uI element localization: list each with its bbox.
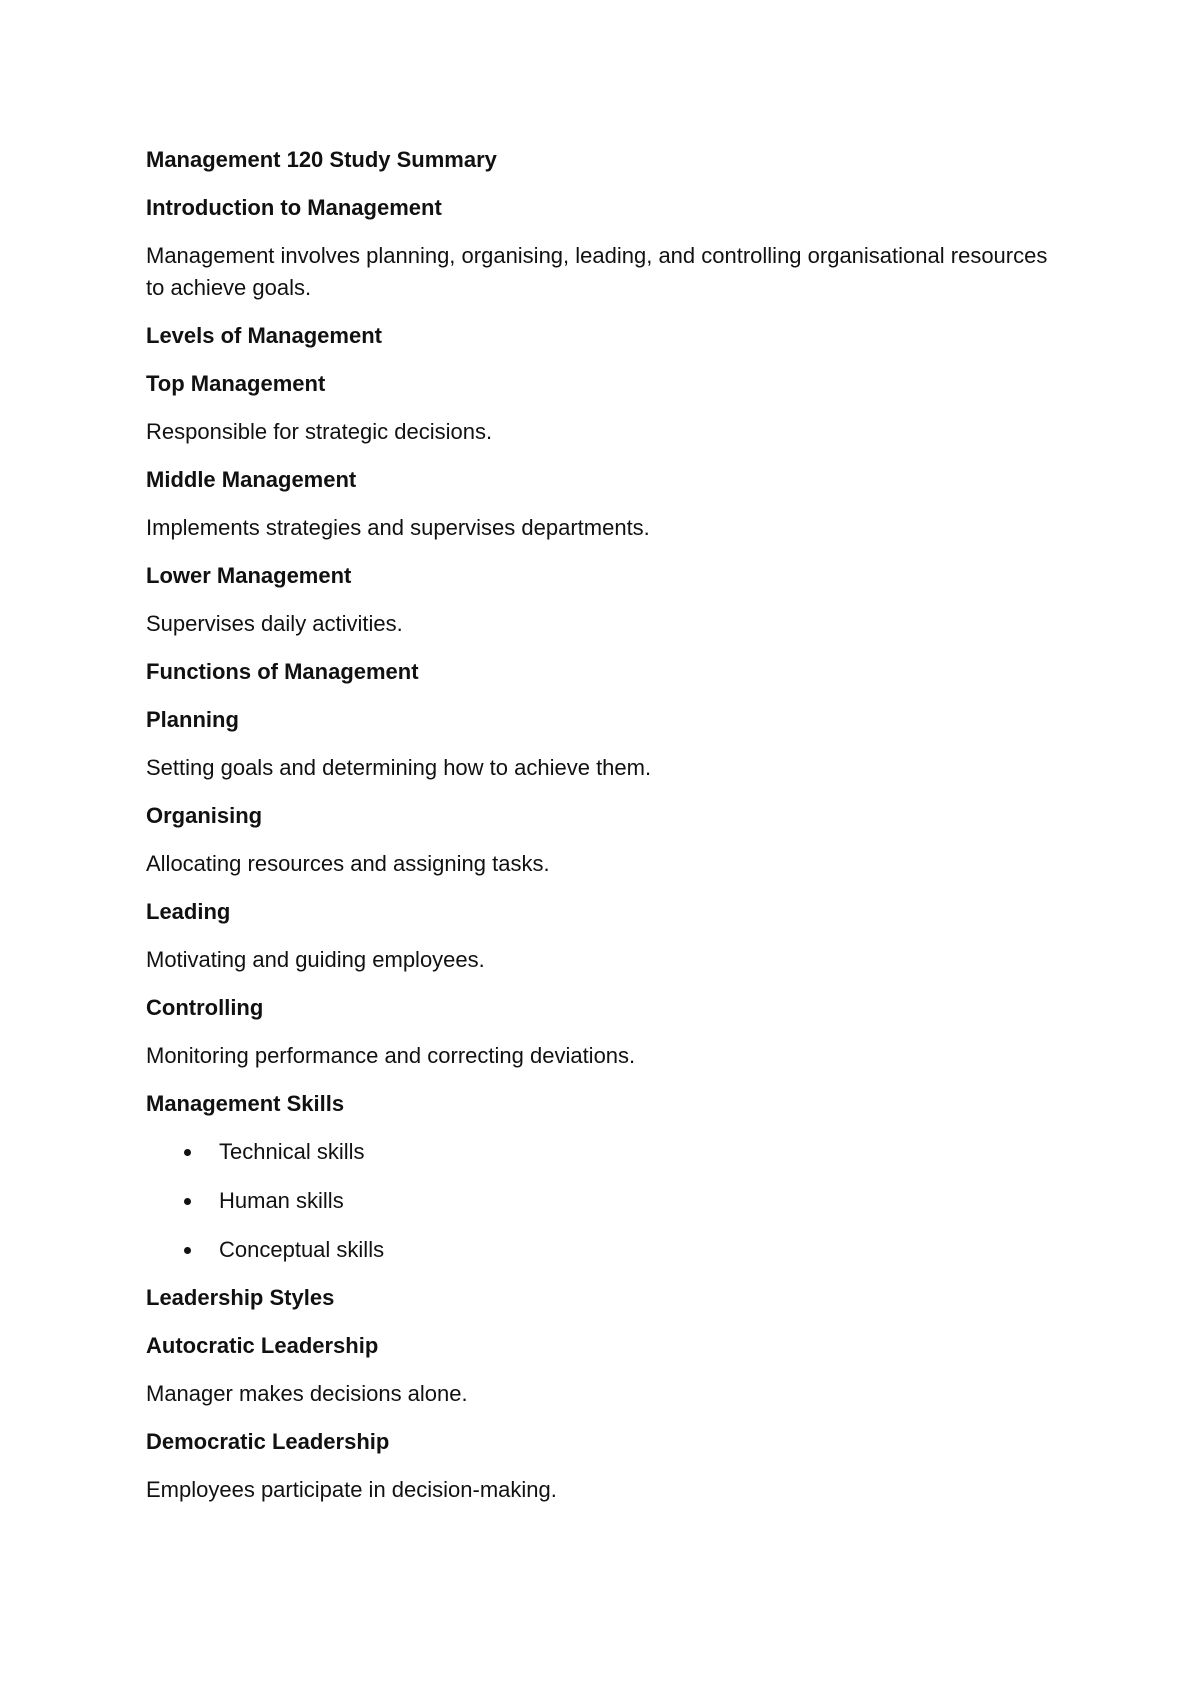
section-heading-introduction: Introduction to Management xyxy=(146,195,442,220)
list-item xyxy=(146,1185,1066,1217)
subheading-leading: Leading xyxy=(146,899,231,924)
paragraph-democratic: Employees participate in decision-making. xyxy=(146,1477,557,1502)
paragraph-introduction: Management involves planning, organising, leading, and controlling organisational resources to achieve goals. xyxy=(146,243,1048,300)
document-page xyxy=(146,144,1066,1506)
bullet-icon xyxy=(184,1149,191,1156)
section-heading-leadership-styles: Leadership Styles xyxy=(146,1285,335,1310)
subheading-top-management: Top Management xyxy=(146,371,326,396)
section-heading-levels: Levels of Management xyxy=(146,323,382,348)
subheading-autocratic: Autocratic Leadership xyxy=(146,1333,379,1358)
list-item-text: Conceptual skills xyxy=(219,1237,385,1262)
section-heading-skills: Management Skills xyxy=(146,1091,345,1116)
paragraph-leading: Motivating and guiding employees. xyxy=(146,947,485,972)
list-item-text: Human skills xyxy=(219,1188,344,1213)
paragraph-autocratic: Manager makes decisions alone. xyxy=(146,1381,468,1406)
subheading-middle-management: Middle Management xyxy=(146,467,357,492)
document-title: Management 120 Study Summary xyxy=(146,147,497,172)
subheading-planning: Planning xyxy=(146,707,239,732)
paragraph-controlling: Monitoring performance and correcting deviations. xyxy=(146,1043,636,1068)
bullet-icon xyxy=(184,1247,191,1254)
paragraph-organising: Allocating resources and assigning tasks. xyxy=(146,851,550,876)
skills-list xyxy=(146,1136,1066,1266)
list-item xyxy=(146,1136,1066,1168)
list-item xyxy=(146,1234,1066,1266)
paragraph-top-management: Responsible for strategic decisions. xyxy=(146,419,493,444)
paragraph-middle-management: Implements strategies and supervises departments. xyxy=(146,515,650,540)
subheading-organising: Organising xyxy=(146,803,263,828)
subheading-democratic: Democratic Leadership xyxy=(146,1429,390,1454)
list-item-text: Technical skills xyxy=(219,1139,365,1164)
bullet-icon xyxy=(184,1198,191,1205)
subheading-lower-management: Lower Management xyxy=(146,563,352,588)
paragraph-planning: Setting goals and determining how to achieve them. xyxy=(146,755,652,780)
section-heading-functions: Functions of Management xyxy=(146,659,419,684)
subheading-controlling: Controlling xyxy=(146,995,264,1020)
paragraph-lower-management: Supervises daily activities. xyxy=(146,611,403,636)
